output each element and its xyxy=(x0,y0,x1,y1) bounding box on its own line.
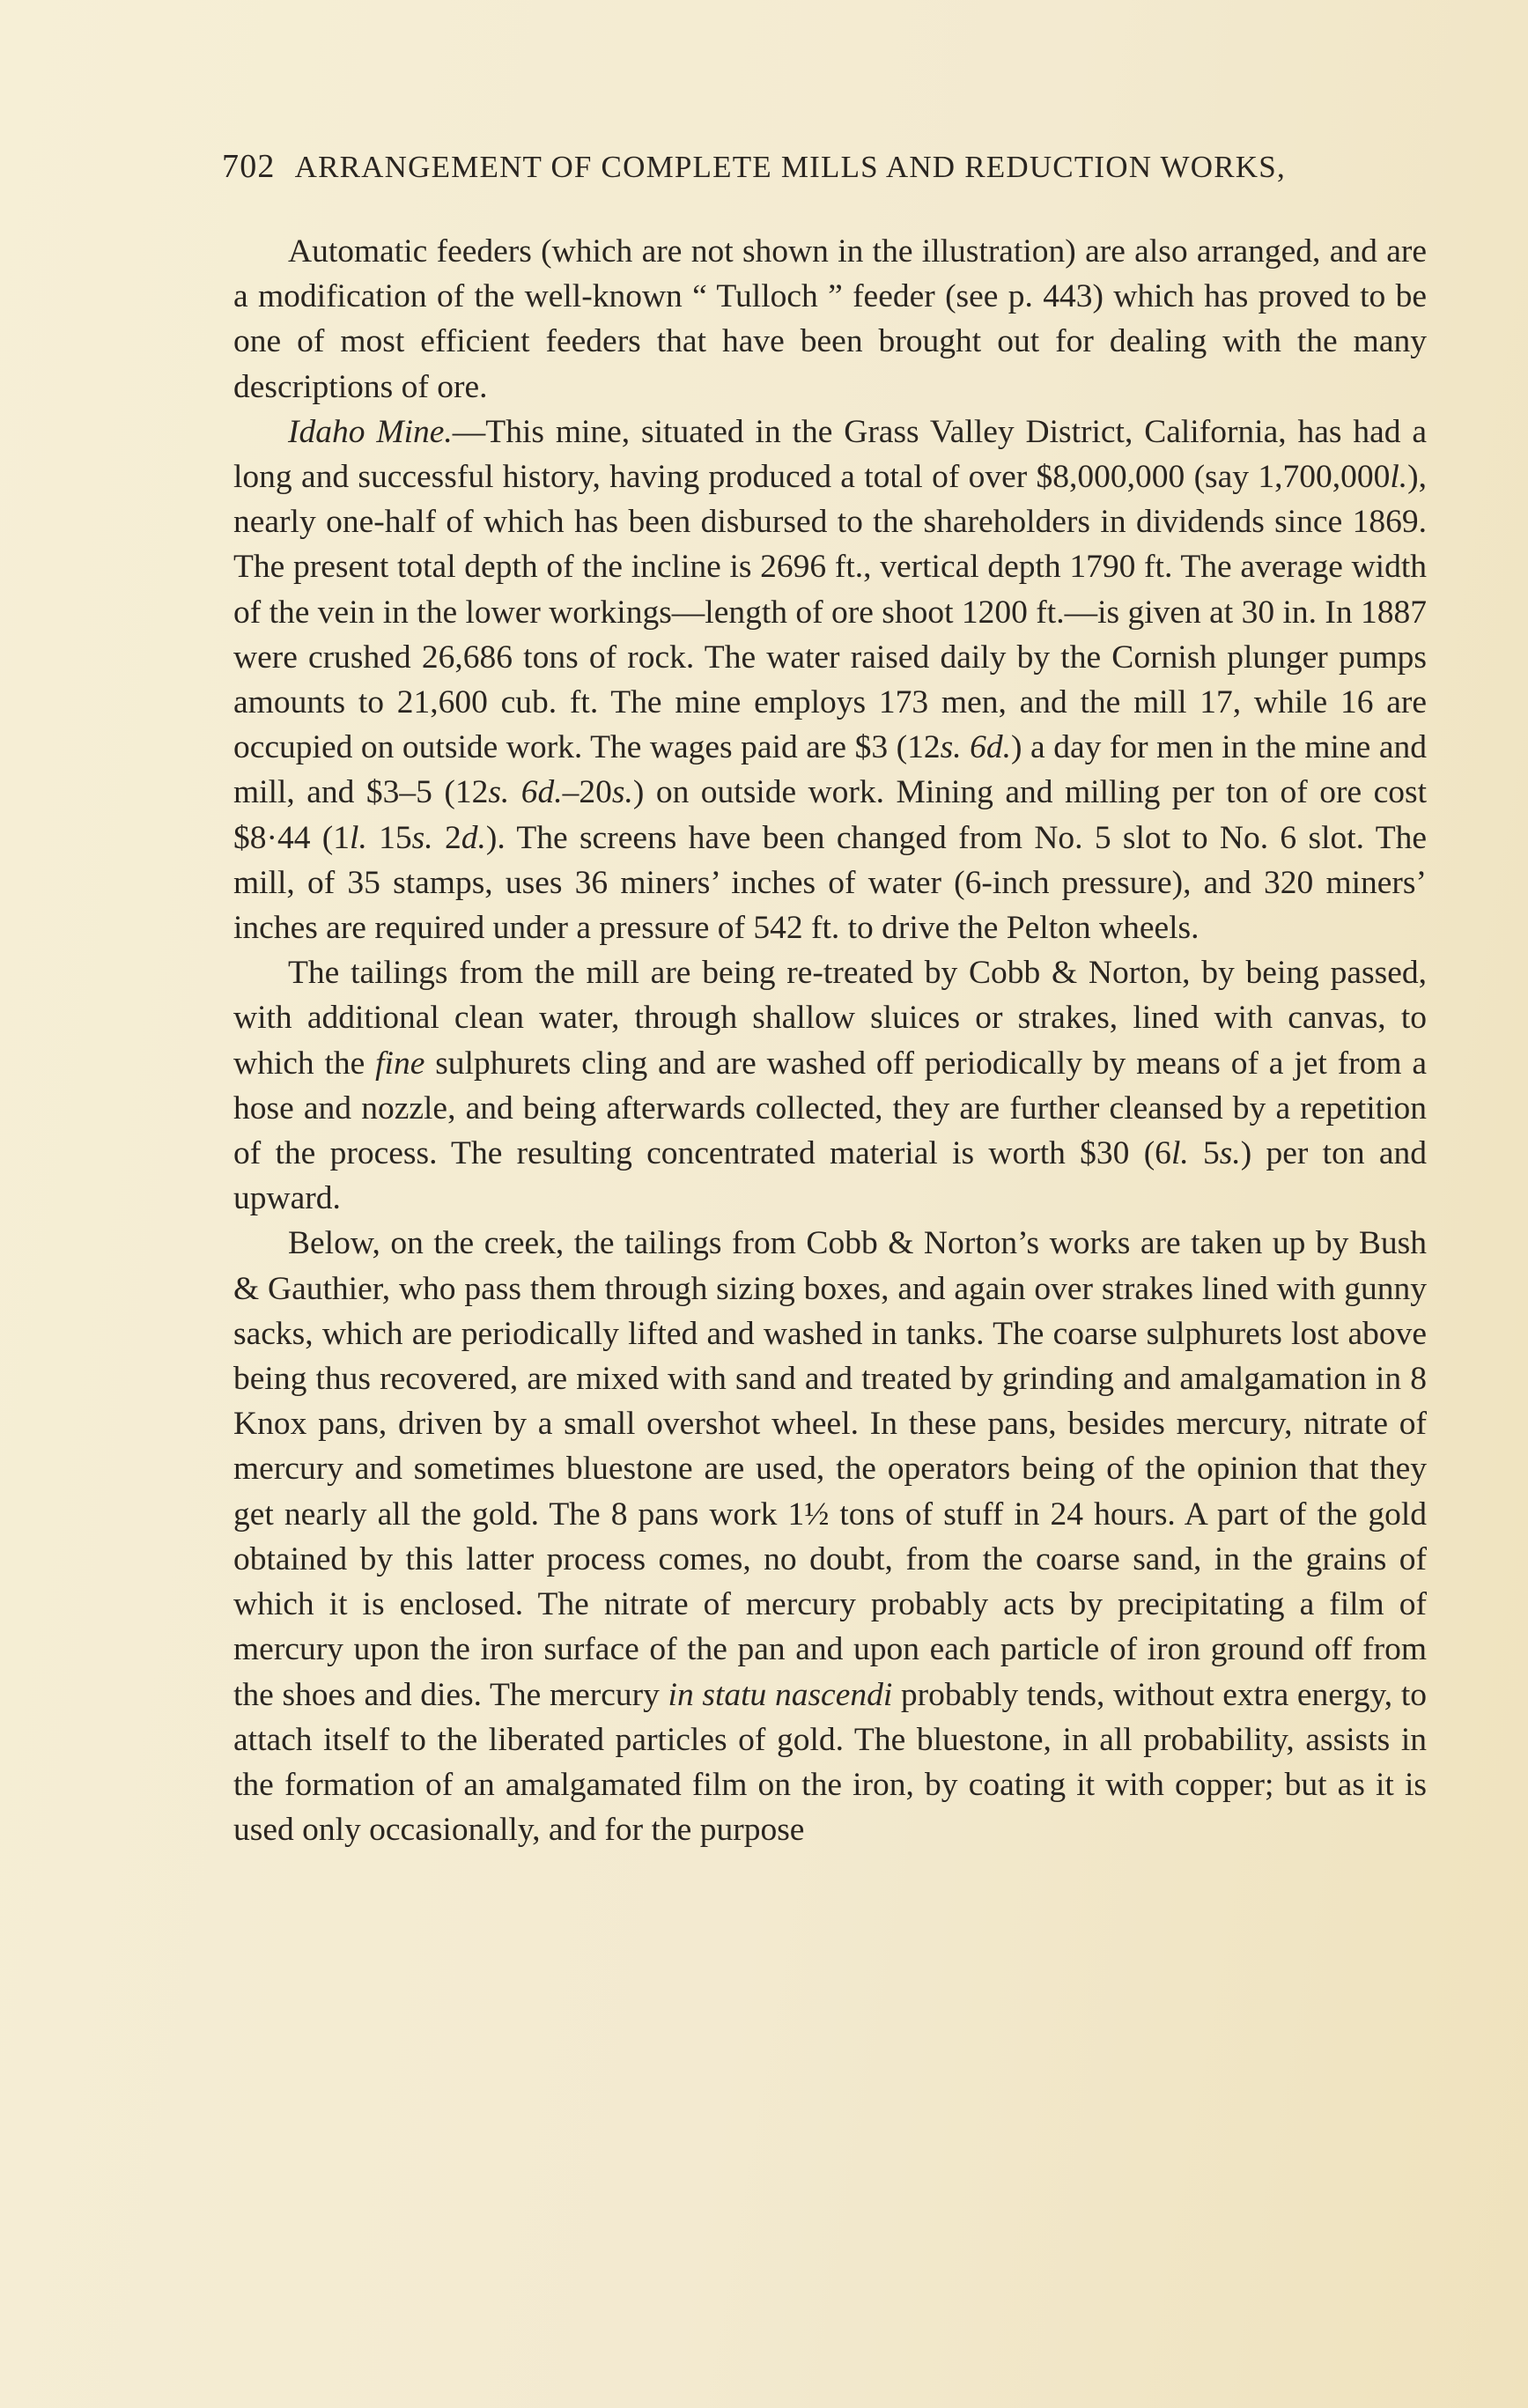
text-run: Below, on the creek, the tailings from Cobb & Norton’s works are taken up by Bush & Gauthier, who pass them through sizing boxes, and again over strakes lined with gunny sacks, which are periodically lifted and washed in tanks. The coarse sulphurets lost above being thus recovered, are mixed with sand and treated by grinding and amalgamation in 8 Knox pans, driven by a small overshot wheel. In these pans, besides mercury, nitrate of mercury and sometimes bluestone are used, the operators being of the opinion that they get nearly all the gold. The 8 pans work 1½ tons of stuff in 24 hours. A part of the gold obtained by this latter process comes, no doubt, from the coarse sand, in the grains of which it is enclosed. The nitrate of mercury probably acts by precipitating a film of mercury upon the iron surface of the pan and upon each particle of iron ground off from the shoes and dies. The mercury xyxy=(233,1225,1427,1713)
emphasis-fine: fine xyxy=(375,1045,425,1082)
currency-unit: s. 6d. xyxy=(940,729,1012,766)
text-run: ). The screens have been changed from No. 5 slot to No. 6 slot. The mill, of 35 stamps, uses 36 miners’ inches of water (6-inch pressure), and 320 miners’ inches are required under a pressure of 542 ft. to drive the Pelton wheels. xyxy=(233,819,1427,947)
body-text xyxy=(233,229,1427,1852)
paragraph-idaho-mine xyxy=(233,410,1427,950)
text-run: ) per ton and upward. xyxy=(233,1135,1428,1217)
paragraph-tailings-cobb-norton xyxy=(233,950,1427,1221)
text-run: –20 xyxy=(562,774,612,811)
currency-unit: s. xyxy=(611,774,633,811)
currency-unit: d. xyxy=(461,819,486,856)
text-run: —This mine, situated in the Grass Valley District, California, has had a long and successful history, having produced a total of over $8,000,000 (say 1,700,000 xyxy=(233,413,1427,496)
currency-unit: s. xyxy=(411,819,433,856)
currency-unit: l. xyxy=(350,819,367,856)
paragraph-automatic-feeders: Automatic feeders (which are not shown in the illustration) are also arranged, and are a modification of the well-known “ Tulloch ” feeder (see p. 443) which has proved to be one of most efficient feeders that have been brought out for dealing with the many descriptions of ore. xyxy=(233,233,1427,405)
currency-unit: s. 6d. xyxy=(488,774,563,811)
text-run: ), nearly one-half of which has been disbursed to the shareholders in dividends since 1869. The present total depth of the incline is 2696 ft., vertical depth 1790 ft. The average width of the vein in the lower workings—length of ore shoot 1200 ft.—is given at 30 in. In 1887 were crushed 26,686 tons of rock. The water raised daily by the Cornish plunger pumps amounts to 21,600 cub. ft. The mine employs 173 men, and the mill 17, while 16 are occupied on outside work. The wages paid are $3 (12 xyxy=(233,459,1427,766)
text-run: 2 xyxy=(432,819,461,856)
running-head xyxy=(222,150,1393,183)
text-run: sulphurets cling and are washed off periodically by means of a jet from a hose and nozzle, and being afterwards collected, they are further cleansed by a repetition of the process. The resulting concentrated material is worth $30 (6 xyxy=(233,1045,1427,1172)
currency-unit: l. xyxy=(1170,1135,1189,1172)
text-run: probably tends, without extra energy, to attach itself to the liberated particles of gold. The bluestone, in all probability, assists in the formation of an amalgamated film on the iron, by coating it with copper; but as it is used only occasionally, and for the purpose xyxy=(233,1676,1427,1849)
page-number: 702 xyxy=(222,148,276,185)
running-title: ARRANGEMENT OF COMPLETE MILLS AND REDUCTION WORKS, xyxy=(294,150,1286,184)
section-heading-idaho-mine: Idaho Mine. xyxy=(288,413,453,450)
text-run: ) a day for men in the mine and mill, and $3–5 (12 xyxy=(233,729,1427,811)
text-run: The tailings from the mill are being re-treated by Cobb & Norton, by being passed, with additional clean water, through shallow sluices or strakes, lined with canvas, to which the xyxy=(233,955,1427,1082)
currency-unit: l. xyxy=(1390,459,1408,496)
text-run: ) on outside work. Mining and milling per ton of ore cost $8·44 (1 xyxy=(233,774,1427,856)
paragraph-bush-gauthier xyxy=(233,1221,1427,1852)
text-run: 15 xyxy=(366,819,412,856)
currency-unit: s. xyxy=(1219,1135,1241,1172)
emphasis-in-statu-nascendi: in statu nascendi xyxy=(668,1676,893,1713)
text-run: 5 xyxy=(1188,1135,1220,1172)
